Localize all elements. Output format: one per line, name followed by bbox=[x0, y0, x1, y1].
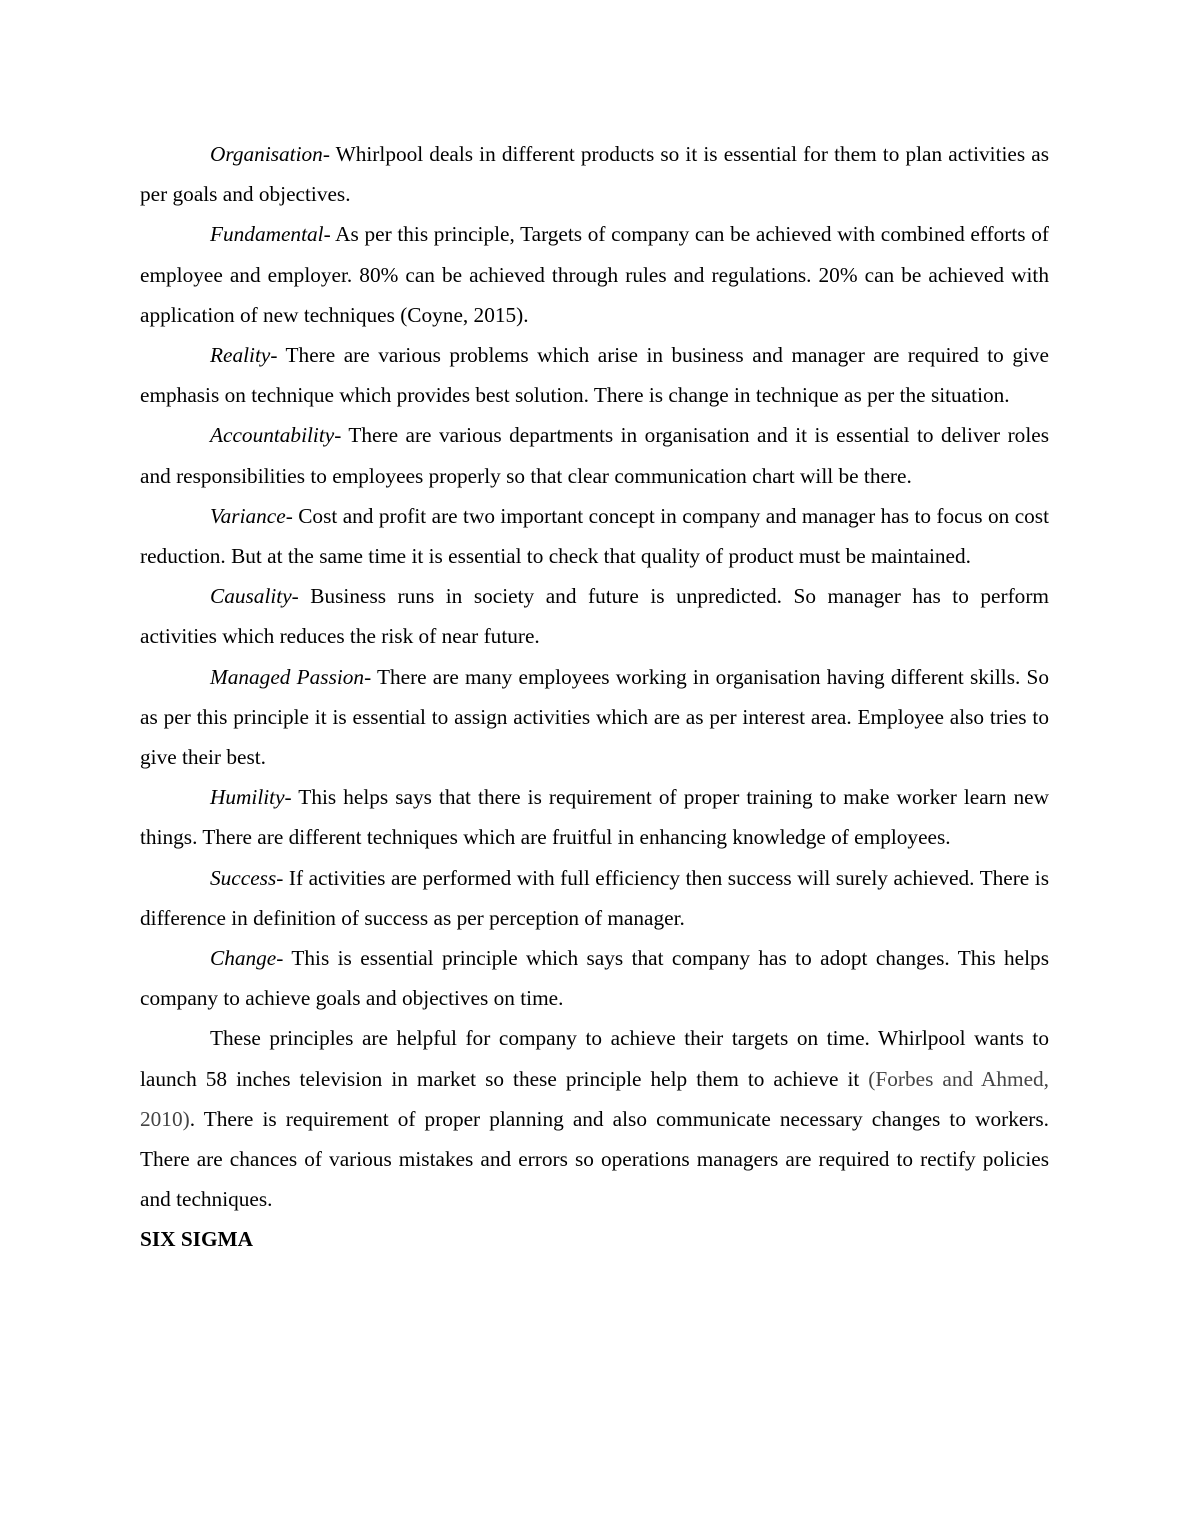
principle-managed-passion bbox=[140, 657, 1049, 778]
principle-change bbox=[140, 938, 1049, 1018]
principle-reality bbox=[140, 335, 1049, 415]
principle-text: - As per this principle, Targets of company can be achieved with combined efforts of employee and employer. 80% can be achieved through rules and regulations. 20% can be achieved with application of new techniques (Coyne, 2015). bbox=[140, 222, 1049, 327]
principle-text: - There are various problems which arise in business and manager are required to give emphasis on technique which provides best solution. There is change in technique as per the situation. bbox=[140, 343, 1049, 408]
principle-accountability bbox=[140, 415, 1049, 495]
principle-text: - There are various departments in organisation and it is essential to deliver roles and responsibilities to employees properly so that clear communication chart will be there. bbox=[140, 423, 1049, 488]
principle-term: Humility bbox=[210, 785, 285, 810]
principle-term: Accountability bbox=[210, 423, 335, 448]
principle-term: Organisation bbox=[210, 142, 323, 166]
principle-term: Fundamental bbox=[210, 222, 324, 247]
summary-text: These principles are helpful for company to achieve their targets on time. Whirlpool wants to launch 58 inches television in market so these principle help them to achieve it bbox=[140, 1026, 1049, 1091]
principle-text: - Cost and profit are two important concept in company and manager has to focus on cost reduction. But at the same time it is essential to check that quality of product must be maintained. bbox=[140, 503, 1049, 569]
principle-text: - There are many employees working in organisation having different skills. So as per this principle it is essential to assign activities which are as per interest area. Employee also tries to give their best. bbox=[140, 664, 1049, 770]
principle-humility bbox=[140, 777, 1049, 857]
principle-term: Causality bbox=[210, 584, 292, 609]
principle-text: - This is essential principle which says that company has to adopt changes. This helps company to achieve goals and objectives on time. bbox=[140, 946, 1049, 1011]
summary-text-continued: . There is requirement of proper planning and also communicate necessary changes to workers. There are chances of various mistakes and errors so operations managers are required to rectify policies and techniques. bbox=[140, 1106, 1049, 1212]
document-page bbox=[140, 134, 1049, 1260]
principle-term: Reality bbox=[210, 343, 271, 368]
principle-text: - This helps says that there is requirement of proper training to make worker learn new things. There are different techniques which are fruitful in enhancing knowledge of employees. bbox=[140, 785, 1049, 850]
principle-causality bbox=[140, 576, 1049, 656]
citation: (Forbes and Ahmed, 2010) bbox=[140, 1066, 1049, 1131]
principle-term: Managed Passion bbox=[210, 664, 365, 689]
summary-paragraph bbox=[140, 1018, 1049, 1219]
principle-success bbox=[140, 858, 1049, 938]
principle-text: - If activities are performed with full efficiency then success will surely achieved. There is difference in definition of success as per perception of manager. bbox=[140, 865, 1049, 930]
principle-fundamental bbox=[140, 214, 1049, 335]
section-heading: SIX SIGMA bbox=[140, 1227, 254, 1252]
principle-organisation bbox=[140, 134, 1049, 214]
principle-term: Change bbox=[210, 946, 277, 971]
principle-term: Variance bbox=[210, 503, 286, 528]
principle-text: - Business runs in society and future is unpredicted. So manager has to perform activities which reduces the risk of near future. bbox=[140, 584, 1049, 649]
principle-term: Success bbox=[210, 865, 277, 890]
principle-text: - Whirlpool deals in different products so it is essential for them to plan activities as per goals and objectives. bbox=[140, 142, 1049, 207]
principle-variance bbox=[140, 496, 1049, 576]
